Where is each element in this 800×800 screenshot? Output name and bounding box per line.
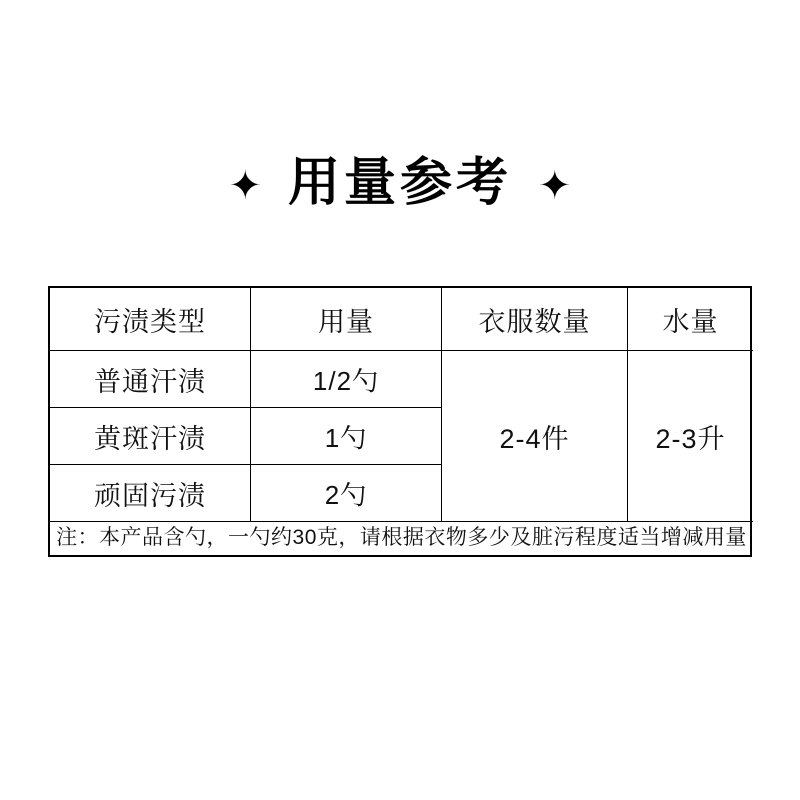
usage-table-container <box>48 286 752 557</box>
cell-water-amount: 2-3升 <box>628 351 754 522</box>
page-title-row <box>0 155 800 212</box>
table-row <box>50 351 753 408</box>
column-header-dosage: 用量 <box>251 288 442 351</box>
usage-note: 注：本产品含勺，一勺约30克，请根据衣物多少及脏污程度适当增减用量 <box>50 522 753 555</box>
cell-stain-type: 顽固污渍 <box>50 465 251 522</box>
table-note-row <box>50 522 753 555</box>
cell-stain-type: 普通汗渍 <box>50 351 251 408</box>
cell-dosage: 1/2勺 <box>251 351 442 408</box>
column-header-water-amount: 水量 <box>628 288 754 351</box>
cell-dosage: 2勺 <box>251 465 442 522</box>
cell-dosage: 1勺 <box>251 408 442 465</box>
cell-clothes-count: 2-4件 <box>442 351 628 522</box>
sparkle-icon-left: ✦ <box>228 163 262 208</box>
usage-table <box>50 288 753 555</box>
cell-stain-type: 黄斑汗渍 <box>50 408 251 465</box>
page-title: 用量参考 <box>287 154 512 212</box>
sparkle-icon-right: ✦ <box>538 163 572 208</box>
column-header-stain-type: 污渍类型 <box>50 288 251 351</box>
table-header-row <box>50 288 753 351</box>
column-header-clothes-count: 衣服数量 <box>442 288 628 351</box>
